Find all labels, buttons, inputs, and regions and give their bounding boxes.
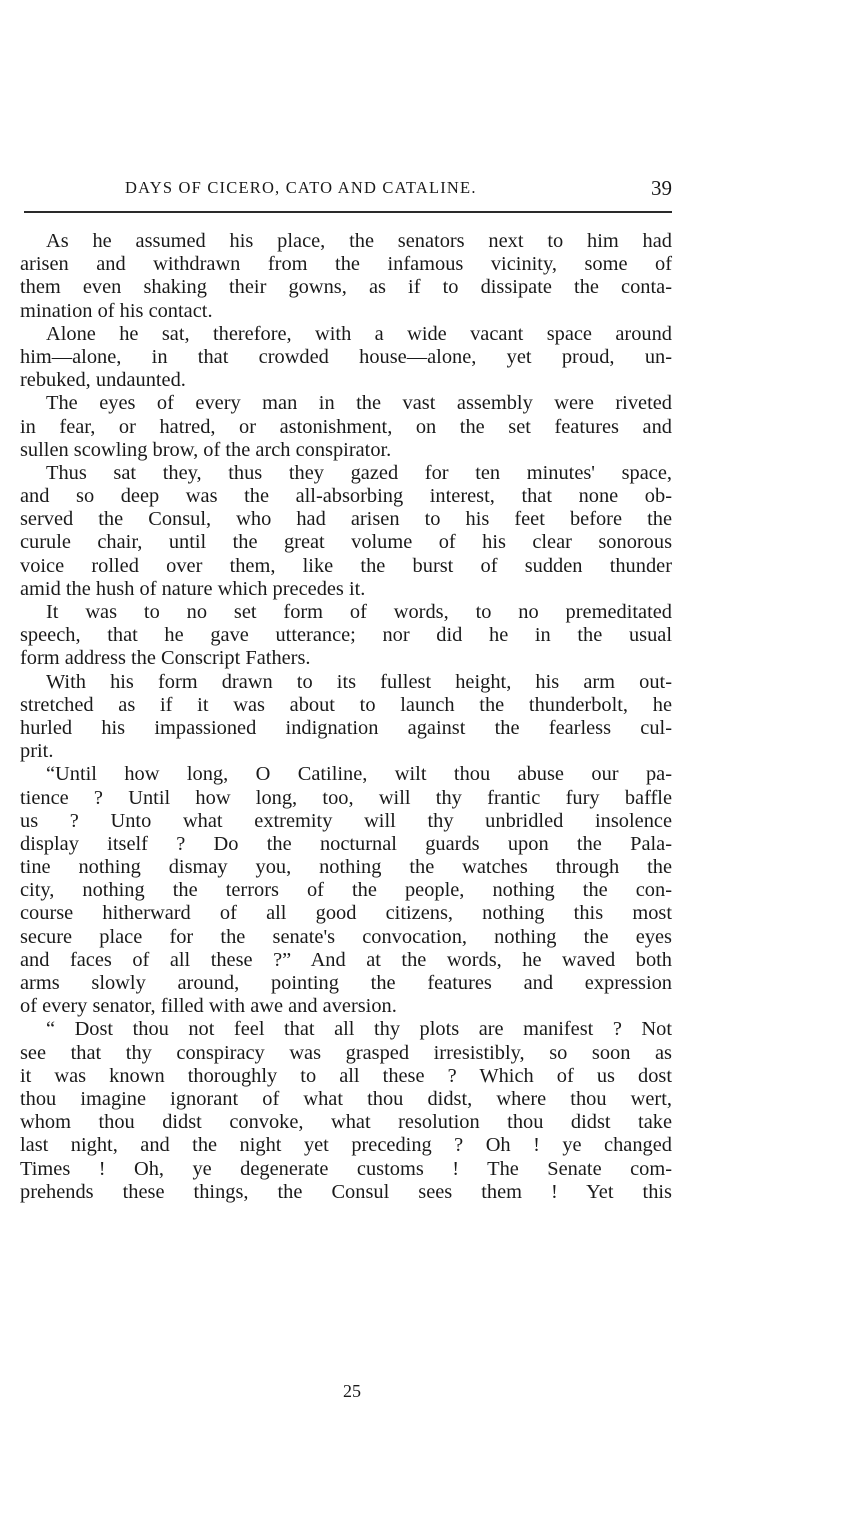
text-line: prehends these things, the Consul sees them ! Yet this — [20, 1180, 672, 1203]
running-head — [20, 178, 672, 202]
body-text — [20, 230, 672, 1204]
book-page — [20, 0, 672, 1525]
text-line: served the Consul, who had arisen to his feet before the — [20, 508, 672, 531]
text-line: It was to no set form of words, to no premeditated — [46, 601, 672, 623]
text-line: arms slowly around, pointing the features and expression — [20, 972, 672, 994]
text-line: curule chair, until the great volume of his clear sonorous — [20, 531, 672, 554]
text-line: whom thou didst convoke, what resolution thou didst take — [20, 1111, 672, 1134]
text-line: display itself ? Do the nocturnal guards upon the Pala- — [20, 832, 672, 855]
text-line: stretched as if it was about to launch the thunderbolt, he — [20, 693, 672, 716]
text-line: him—alone, in that crowded house—alone, yet proud, un- — [20, 345, 672, 368]
text-line: sullen scowling brow, of the arch conspirator. — [20, 438, 392, 461]
text-line: mination of his contact. — [20, 299, 213, 322]
text-line: amid the hush of nature which precedes it. — [20, 577, 366, 600]
text-line: voice rolled over them, like the burst of sudden thunder — [20, 554, 672, 577]
text-line: last night, and the night yet preceding ? Oh ! ye changed — [20, 1134, 672, 1157]
text-line: tience ? Until how long, too, will thy frantic fury baffle — [20, 786, 672, 809]
text-line: and faces of all these ?” And at the words, he waved both — [20, 948, 672, 971]
signature-mark: 25 — [343, 1381, 361, 1401]
text-line: Alone he sat, therefore, with a wide vacant space around — [46, 322, 672, 345]
text-line: tine nothing dismay you, nothing the watches through the — [20, 856, 672, 879]
text-line: form address the Conscript Fathers. — [20, 647, 311, 670]
text-line: hurled his impassioned indignation against the fearless cul- — [20, 716, 672, 739]
text-line: Thus sat they, thus they gazed for ten minutes' space, — [46, 461, 672, 484]
text-line: As he assumed his place, the senators next to him had — [46, 230, 672, 252]
text-line: thou imagine ignorant of what thou didst, where thou wert, — [20, 1087, 672, 1110]
text-line: see that thy conspiracy was grasped irresistibly, so soon as — [20, 1041, 672, 1064]
text-line: With his form drawn to its fullest height, his arm out- — [46, 670, 672, 693]
text-line: course hitherward of all good citizens, nothing this most — [20, 902, 672, 925]
text-line: them even shaking their gowns, as if to dissipate the conta- — [20, 276, 672, 299]
text-line: speech, that he gave utterance; nor did he in the usual — [20, 624, 672, 647]
text-line: it was known thoroughly to all these ? Which of us dost — [20, 1064, 672, 1087]
text-line: rebuked, undaunted. — [20, 369, 186, 392]
text-line: The eyes of every man in the vast assembly were riveted — [46, 392, 672, 415]
text-line: “ Dost thou not feel that all thy plots are manifest ? Not — [46, 1018, 672, 1041]
header-rule — [24, 211, 672, 213]
running-head-title: DAYS OF CICERO, CATO AND CATALINE. — [125, 178, 477, 197]
text-line: prit. — [20, 740, 54, 763]
text-line: us ? Unto what extremity will thy unbridled insolence — [20, 809, 672, 832]
text-line: and so deep was the all-absorbing interest, that none ob- — [20, 485, 672, 508]
text-line: of every senator, filled with awe and aversion. — [20, 995, 397, 1018]
text-line: secure place for the senate's convocation, nothing the eyes — [20, 925, 672, 948]
text-line: “Until how long, O Catiline, wilt thou abuse our pa- — [46, 763, 672, 786]
text-line: city, nothing the terrors of the people, nothing the con- — [20, 879, 672, 902]
page-number: 39 — [651, 176, 672, 200]
text-line: Times ! Oh, ye degenerate customs ! The Senate com- — [20, 1157, 672, 1180]
text-line: in fear, or hatred, or astonishment, on the set features and — [20, 415, 672, 438]
text-line: arisen and withdrawn from the infamous vicinity, some of — [20, 253, 672, 276]
